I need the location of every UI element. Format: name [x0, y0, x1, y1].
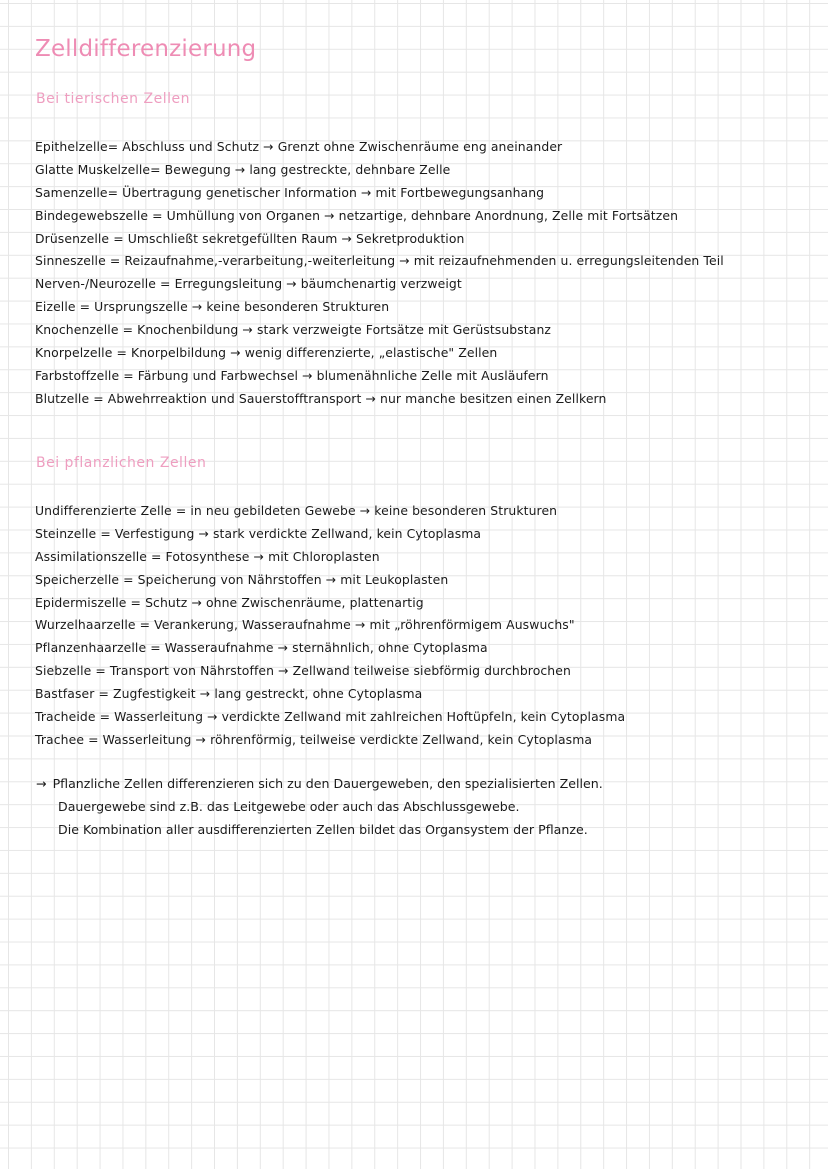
animal-cell-line: Samenzelle= Übertragung genetischer Information → mit Fortbewegungsanhang — [35, 184, 545, 200]
plant-section-heading: Bei pflanzlichen Zellen — [36, 455, 207, 471]
conclusion-line — [36, 772, 603, 795]
conclusion-line: Die Kombination aller ausdifferenzierten Zellen bildet das Organsystem der Pflanze. — [58, 822, 588, 837]
animal-cell-line: Glatte Muskelzelle= Bewegung → lang gestreckte, dehnbare Zelle — [35, 161, 451, 177]
animal-cell-line: Eizelle = Ursprungszelle → keine besonderen Strukturen — [35, 299, 390, 315]
plant-cell-line: Wurzelhaarzelle = Verankerung, Wasseraufnahme → mit „röhrenförmigem Auswuchs" — [35, 617, 575, 633]
plant-cell-line: Speicherzelle = Speicherung von Nährstoffen → mit Leukoplasten — [35, 571, 449, 587]
animal-cell-line: Knorpelzelle = Knorpelbildung → wenig differenzierte, „elastische" Zellen — [35, 345, 498, 361]
animal-cell-line: Knochenzelle = Knochenbildung → stark verzweigte Fortsätze mit Gerüstsubstanz — [35, 322, 552, 338]
animal-cell-line: Nerven-/Neurozelle = Erregungsleitung → bäumchenartig verzweigt — [35, 276, 462, 292]
animal-cell-list — [35, 136, 724, 411]
plant-cell-line: Undifferenzierte Zelle = in neu gebildeten Gewebe → keine besonderen Strukturen — [35, 503, 558, 518]
page-title: Zelldifferenzierung — [35, 36, 257, 62]
conclusion-text: Pflanzliche Zellen differenzieren sich zu den Dauergeweben, den spezialisierten Zellen. — [52, 776, 603, 791]
plant-cell-list — [35, 500, 625, 752]
conclusion-note — [36, 772, 603, 841]
animal-cell-line: Epithelzelle= Abschluss und Schutz → Grenzt ohne Zwischenräume eng aneinander — [35, 139, 563, 154]
animal-cell-line: Bindegewebszelle = Umhüllung von Organen → netzartige, dehnbare Anordnung, Zelle mit Fortsätzen — [35, 207, 679, 223]
plant-cell-line: Pflanzenhaarzelle = Wasseraufnahme → sternähnlich, ohne Cytoplasma — [35, 640, 488, 656]
animal-cell-line: Farbstoffzelle = Färbung und Farbwechsel → blumenähnliche Zelle mit Ausläufern — [35, 367, 549, 383]
arrow-icon: → — [36, 776, 47, 791]
plant-cell-line: Bastfaser = Zugfestigkeit → lang gestreckt, ohne Cytoplasma — [35, 686, 423, 702]
plant-cell-line: Trachee = Wasserleitung → röhrenförmig, teilweise verdickte Zellwand, kein Cytoplasma — [35, 731, 593, 747]
plant-cell-line: Assimilationszelle = Fotosynthese → mit Chloroplasten — [35, 548, 380, 564]
conclusion-line: Dauergewebe sind z.B. das Leitgewebe oder auch das Abschlussgewebe. — [58, 799, 520, 814]
plant-cell-line: Siebzelle = Transport von Nährstoffen → Zellwand teilweise siebförmig durchbrochen — [35, 663, 571, 679]
plant-cell-line: Epidermiszelle = Schutz → ohne Zwischenräume, plattenartig — [35, 594, 424, 610]
animal-cell-line: Blutzelle = Abwehrreaktion und Sauerstofftransport → nur manche besitzen einen Zellkern — [35, 390, 607, 406]
animal-cell-line: Drüsenzelle = Umschließt sekretgefüllten Raum → Sekretproduktion — [35, 230, 465, 246]
plant-cell-line: Tracheide = Wasserleitung → verdickte Zellwand mit zahlreichen Hoftüpfeln, kein Cytoplasma — [35, 709, 626, 725]
animal-cell-line: Sinneszelle = Reizaufnahme,-verarbeitung,-weiterleitung → mit reizaufnehmenden u. erregungsleitenden Teil — [35, 253, 724, 269]
plant-cell-line: Steinzelle = Verfestigung → stark verdickte Zellwand, kein Cytoplasma — [35, 525, 482, 541]
animal-section-heading: Bei tierischen Zellen — [36, 91, 190, 107]
